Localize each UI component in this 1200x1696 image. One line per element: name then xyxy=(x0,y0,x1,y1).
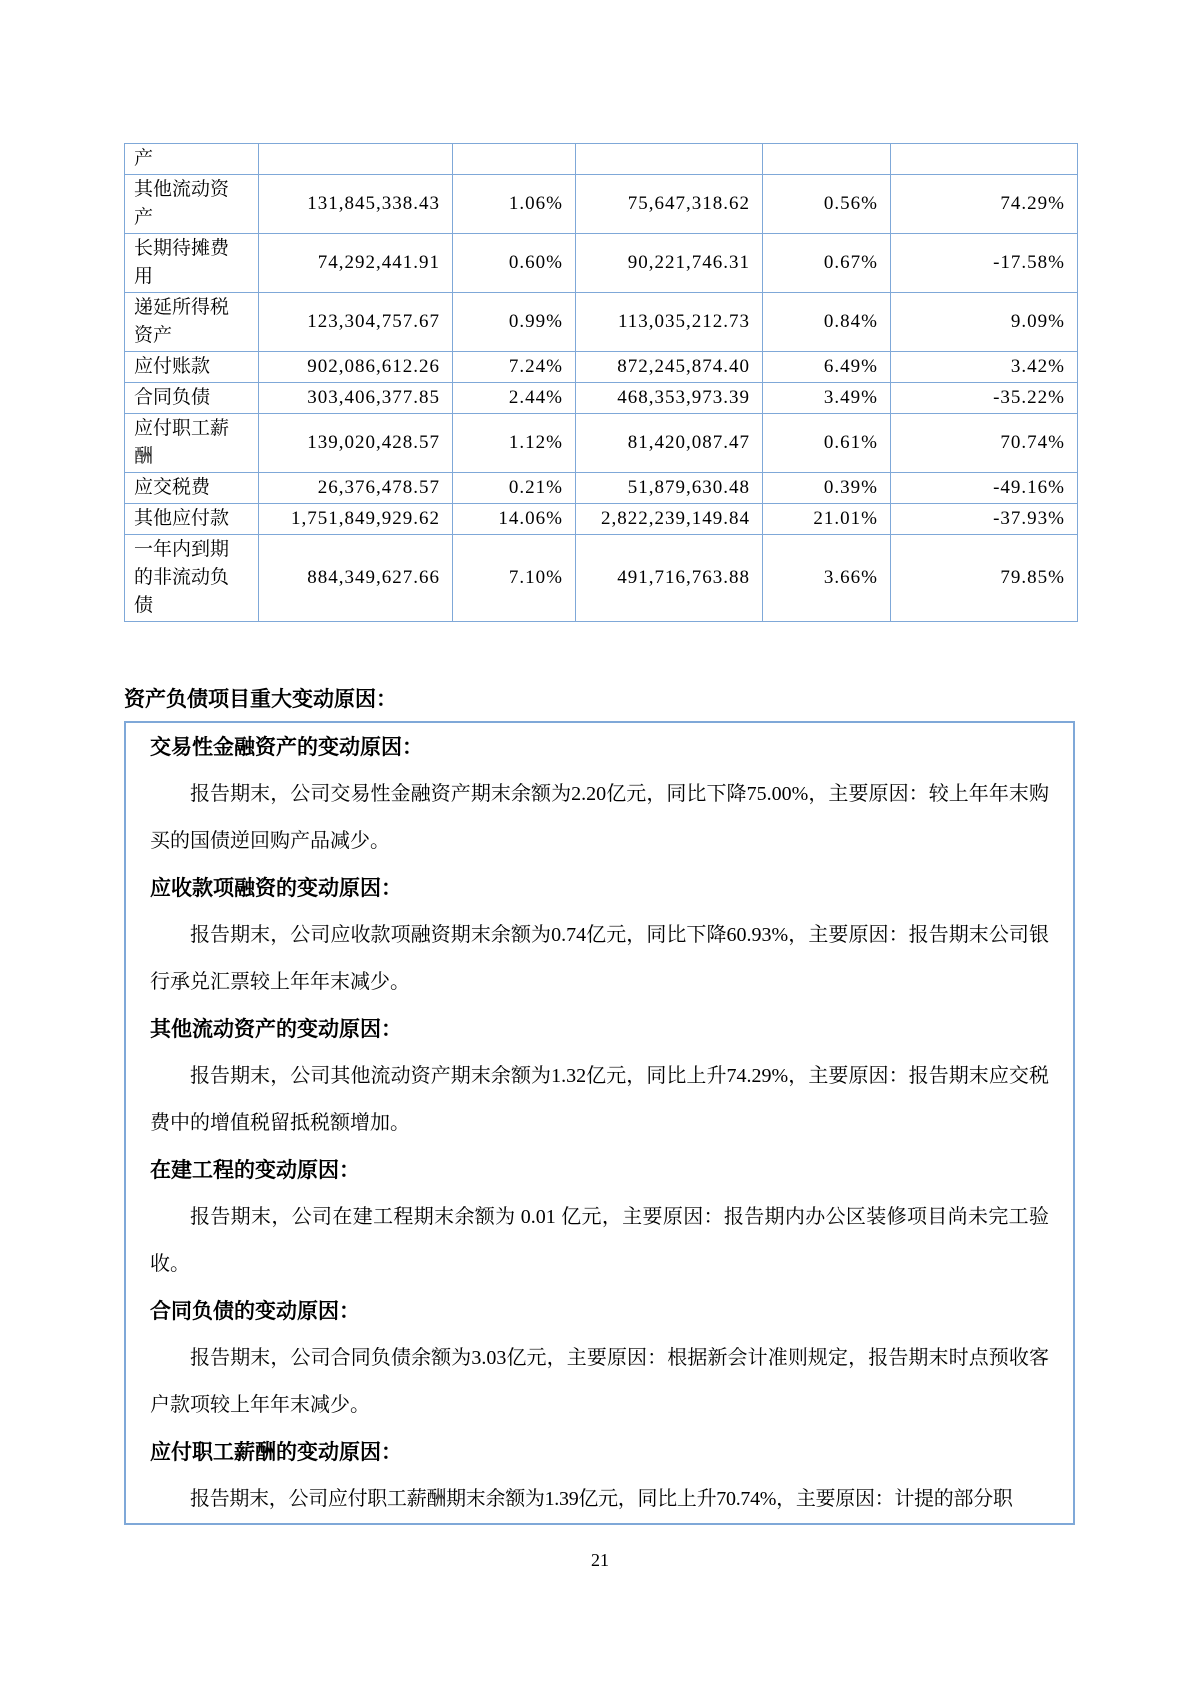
amount-cell: 872,245,874.40 xyxy=(576,352,763,383)
section-title: 资产负债项目重大变动原因： xyxy=(124,688,397,711)
table-row xyxy=(125,175,1078,234)
percent-cell: 0.21% xyxy=(453,473,576,504)
change-cell: 79.85% xyxy=(891,535,1078,622)
row-label: 长期待摊费用 xyxy=(125,234,259,293)
table-row xyxy=(125,234,1078,293)
percent-cell: 14.06% xyxy=(453,504,576,535)
reason-heading: 应付职工薪酬的变动原因： xyxy=(150,1441,402,1464)
table-row xyxy=(125,293,1078,352)
percent-cell: 0.99% xyxy=(453,293,576,352)
amount-cell: 74,292,441.91 xyxy=(259,234,453,293)
percent-cell: 0.67% xyxy=(763,234,891,293)
row-label: 产 xyxy=(125,144,259,175)
row-label: 合同负债 xyxy=(125,383,259,414)
amount-cell: 123,304,757.67 xyxy=(259,293,453,352)
reason-heading: 在建工程的变动原因： xyxy=(150,1159,360,1182)
reason-paragraph: 报告期末，公司应收款项融资期末余额为0.74亿元，同比下降60.93%，主要原因：报告期末公司银行承兑汇票较上年年末减少。 xyxy=(150,924,1049,993)
amount-cell xyxy=(576,144,763,175)
reason-heading: 应收款项融资的变动原因： xyxy=(150,877,402,900)
table-row xyxy=(125,414,1078,473)
change-cell: -49.16% xyxy=(891,473,1078,504)
reason-heading: 其他流动资产的变动原因： xyxy=(150,1018,402,1041)
amount-cell: 139,020,428.57 xyxy=(259,414,453,473)
change-cell: 70.74% xyxy=(891,414,1078,473)
reasons-box xyxy=(124,721,1075,1525)
row-label: 递延所得税资产 xyxy=(125,293,259,352)
amount-cell: 1,751,849,929.62 xyxy=(259,504,453,535)
amount-cell: 303,406,377.85 xyxy=(259,383,453,414)
percent-cell: 0.61% xyxy=(763,414,891,473)
percent-cell: 3.49% xyxy=(763,383,891,414)
amount-cell: 26,376,478.57 xyxy=(259,473,453,504)
percent-cell xyxy=(763,144,891,175)
row-label: 应付职工薪酬 xyxy=(125,414,259,473)
row-label: 一年内到期的非流动负债 xyxy=(125,535,259,622)
change-cell: 74.29% xyxy=(891,175,1078,234)
amount-cell: 131,845,338.43 xyxy=(259,175,453,234)
amount-cell: 90,221,746.31 xyxy=(576,234,763,293)
reason-heading: 交易性金融资产的变动原因： xyxy=(150,736,423,759)
balance-sheet-items-table xyxy=(124,143,1078,622)
change-cell: -35.22% xyxy=(891,383,1078,414)
amount-cell: 468,353,973.39 xyxy=(576,383,763,414)
percent-cell: 0.60% xyxy=(453,234,576,293)
row-label: 应付账款 xyxy=(125,352,259,383)
table-row xyxy=(125,352,1078,383)
reason-paragraph: 报告期末，公司其他流动资产期末余额为1.32亿元，同比上升74.29%，主要原因：报告期末应交税费中的增值税留抵税额增加。 xyxy=(150,1065,1049,1134)
percent-cell: 0.56% xyxy=(763,175,891,234)
amount-cell: 51,879,630.48 xyxy=(576,473,763,504)
amount-cell: 491,716,763.88 xyxy=(576,535,763,622)
percent-cell: 7.24% xyxy=(453,352,576,383)
row-label: 应交税费 xyxy=(125,473,259,504)
amount-cell: 81,420,087.47 xyxy=(576,414,763,473)
change-cell: 9.09% xyxy=(891,293,1078,352)
percent-cell: 0.39% xyxy=(763,473,891,504)
reason-paragraph-cutoff: 报告期末，公司应付职工薪酬期末余额为1.39亿元，同比上升70.74%，主要原因：计提的部分职 xyxy=(190,1488,1013,1510)
table-row xyxy=(125,383,1078,414)
reason-paragraph: 报告期末，公司在建工程期末余额为 0.01 亿元，主要原因：报告期内办公区装修项目尚未完工验收。 xyxy=(150,1206,1049,1275)
percent-cell: 1.12% xyxy=(453,414,576,473)
amount-cell xyxy=(259,144,453,175)
amount-cell: 113,035,212.73 xyxy=(576,293,763,352)
reason-paragraph: 报告期末，公司交易性金融资产期末余额为2.20亿元，同比下降75.00%，主要原因：较上年年末购买的国债逆回购产品减少。 xyxy=(150,783,1049,852)
amount-cell: 2,822,239,149.84 xyxy=(576,504,763,535)
percent-cell: 0.84% xyxy=(763,293,891,352)
percent-cell: 21.01% xyxy=(763,504,891,535)
change-cell: 3.42% xyxy=(891,352,1078,383)
percent-cell: 1.06% xyxy=(453,175,576,234)
row-label: 其他流动资产 xyxy=(125,175,259,234)
reason-heading: 合同负债的变动原因： xyxy=(150,1300,360,1323)
page-number: 21 xyxy=(591,1550,609,1570)
change-cell: -37.93% xyxy=(891,504,1078,535)
table-row xyxy=(125,535,1078,622)
reason-paragraph: 报告期末，公司合同负债余额为3.03亿元，主要原因：根据新会计准则规定，报告期末时点预收客户款项较上年年末减少。 xyxy=(150,1347,1049,1416)
table-row xyxy=(125,504,1078,535)
table-row xyxy=(125,144,1078,175)
percent-cell: 2.44% xyxy=(453,383,576,414)
amount-cell: 75,647,318.62 xyxy=(576,175,763,234)
amount-cell: 902,086,612.26 xyxy=(259,352,453,383)
amount-cell: 884,349,627.66 xyxy=(259,535,453,622)
percent-cell: 6.49% xyxy=(763,352,891,383)
change-cell xyxy=(891,144,1078,175)
change-cell: -17.58% xyxy=(891,234,1078,293)
percent-cell xyxy=(453,144,576,175)
table-row xyxy=(125,473,1078,504)
row-label: 其他应付款 xyxy=(125,504,259,535)
percent-cell: 7.10% xyxy=(453,535,576,622)
percent-cell: 3.66% xyxy=(763,535,891,622)
